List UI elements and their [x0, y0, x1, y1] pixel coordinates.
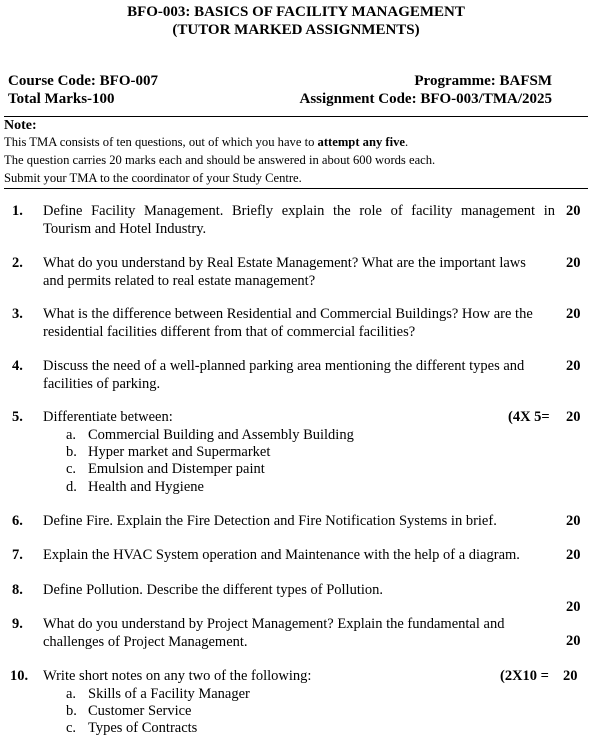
- question-line: residential facilities different from that of commercial facilities?: [43, 323, 416, 340]
- sub-item-letter: a.: [66, 427, 77, 443]
- note-line-1-text: This TMA consists of ten questions, out of which you have to: [4, 135, 318, 149]
- document-subtitle: (TUTOR MARKED ASSIGNMENTS): [172, 22, 420, 38]
- question-marks: 20: [566, 255, 581, 271]
- divider-top: [4, 116, 588, 117]
- question-marks: 20: [566, 306, 581, 322]
- question-number: 4.: [12, 358, 23, 374]
- question-line: facilities of parking.: [43, 375, 161, 392]
- note-line-1-emphasis: attempt any five: [317, 135, 405, 149]
- sub-item-letter: b.: [66, 444, 77, 460]
- sub-item-text: Skills of a Facility Manager: [88, 686, 250, 702]
- sub-item-text: Emulsion and Distemper paint: [88, 461, 265, 477]
- question-marks: 20: [566, 203, 581, 219]
- sub-item-letter: b.: [66, 703, 77, 719]
- note-line-1: [4, 135, 408, 150]
- question-number: 5.: [12, 409, 23, 425]
- question-text: Define Pollution. Describe the different types of Pollution.: [43, 582, 384, 598]
- question-marks: 20: [566, 513, 581, 529]
- question-text: Define Fire. Explain the Fire Detection and Fire Notification Systems in brief.: [43, 513, 497, 529]
- sub-item-letter: c.: [66, 720, 77, 736]
- question-line: Discuss the need of a well-planned parking area mentioning the different types and: [43, 358, 525, 374]
- course-code: Course Code: BFO-007: [8, 73, 158, 89]
- question-text: Explain the HVAC System operation and Maintenance with the help of a diagram.: [43, 547, 520, 563]
- question-line: and permits related to real estate management?: [43, 272, 316, 289]
- question-number: 10.: [10, 668, 29, 684]
- question-number: 6.: [12, 513, 23, 529]
- question-line: challenges of Project Management.: [43, 633, 248, 650]
- question-text: [43, 203, 555, 238]
- question-number: 9.: [12, 616, 23, 632]
- question-marks: 20: [563, 668, 578, 684]
- question-line: What do you understand by Project Management? Explain the fundamental and: [43, 616, 505, 632]
- question-marks: 20: [566, 599, 581, 615]
- question-marks: 20: [566, 633, 581, 649]
- marks-split: (2X10 =: [500, 668, 549, 684]
- question-text: Write short notes on any two of the following:: [43, 668, 312, 684]
- question-marks: 20: [566, 409, 581, 425]
- question-text: [43, 306, 555, 341]
- question-text: [43, 358, 555, 393]
- note-line-1-end: .: [404, 135, 409, 149]
- divider-bottom: [4, 188, 588, 189]
- question-number: 8.: [12, 582, 23, 598]
- question-marks: 20: [566, 547, 581, 563]
- sub-item-letter: c.: [66, 461, 77, 477]
- question-line: Tourism and Hotel Industry.: [43, 220, 207, 237]
- programme: Programme: BAFSM: [414, 73, 552, 89]
- note-line-3: Submit your TMA to the coordinator of your Study Centre.: [4, 171, 302, 185]
- question-line: Define Facility Management. Briefly explain the role of facility management in: [43, 203, 555, 219]
- assignment-code: Assignment Code: BFO-003/TMA/2025: [299, 91, 552, 107]
- sub-item-text: Hyper market and Supermarket: [88, 444, 271, 460]
- sub-item-letter: a.: [66, 686, 77, 702]
- question-marks: 20: [566, 358, 581, 374]
- question-number: 7.: [12, 547, 23, 563]
- note-line-2: The question carries 20 marks each and should be answered in about 600 words each.: [4, 153, 436, 167]
- question-number: 1.: [12, 203, 23, 219]
- marks-split: (4X 5=: [508, 409, 550, 425]
- question-text: [43, 616, 555, 651]
- total-marks: Total Marks-100: [8, 91, 115, 107]
- question-number: 3.: [12, 306, 23, 322]
- document-title: BFO-003: BASICS OF FACILITY MANAGEMENT: [127, 4, 465, 20]
- sub-item-letter: d.: [66, 479, 77, 495]
- question-text: [43, 255, 555, 290]
- question-line: What is the difference between Residential and Commercial Buildings? How are the: [43, 306, 533, 322]
- sub-item-text: Types of Contracts: [88, 720, 198, 736]
- question-number: 2.: [12, 255, 23, 271]
- note-heading: Note:: [4, 118, 37, 133]
- sub-item-text: Health and Hygiene: [88, 479, 204, 495]
- sub-item-text: Commercial Building and Assembly Building: [88, 427, 354, 443]
- sub-item-text: Customer Service: [88, 703, 192, 719]
- question-line: What do you understand by Real Estate Management? What are the important laws: [43, 255, 526, 271]
- question-text: Differentiate between:: [43, 409, 173, 425]
